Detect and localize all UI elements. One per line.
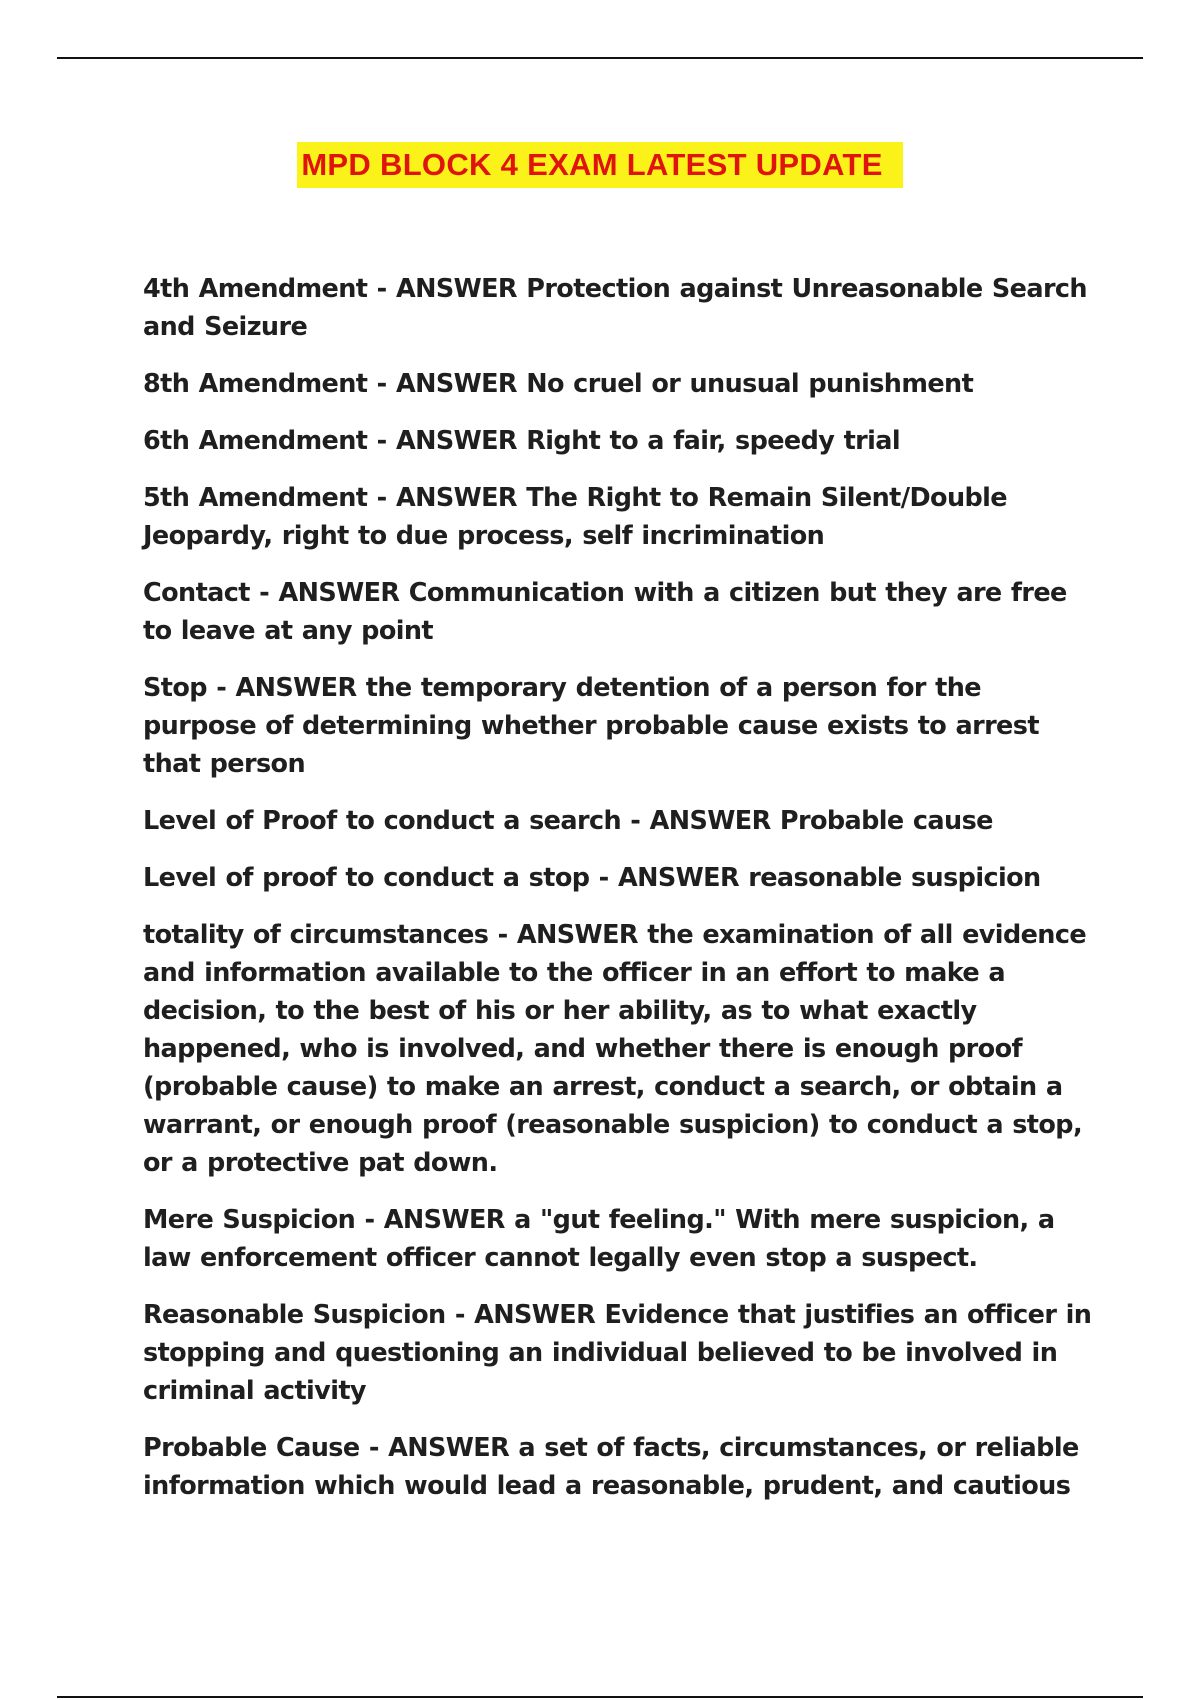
qa-answer: ANSWER the temporary detention of a person for the purpose of determining whether probable cause exists to arrest that person	[143, 673, 1039, 779]
qa-separator: -	[206, 673, 236, 703]
qa-item	[143, 802, 1103, 840]
qa-answer: ANSWER Evidence that justifies an officer in stopping and questioning an individual believed to be involved in criminal activity	[143, 1300, 1092, 1406]
qa-item	[143, 669, 1103, 783]
qa-answer: ANSWER Probable cause	[649, 806, 993, 836]
qa-answer: ANSWER Protection against Unreasonable Search and Seizure	[143, 274, 1087, 342]
qa-answer: ANSWER The Right to Remain Silent/Double Jeopardy, right to due process, self incrimination	[143, 483, 1008, 551]
page-bottom-rule	[57, 1696, 1143, 1698]
qa-answer: ANSWER a "gut feeling." With mere suspicion, a law enforcement officer cannot legally even stop a suspect.	[143, 1205, 1055, 1273]
qa-item	[143, 365, 1103, 403]
qa-answer: ANSWER a set of facts, circumstances, or reliable information which would lead a reasonable, prudent, and cautious	[143, 1433, 1079, 1501]
qa-term: totality of circumstances	[143, 920, 489, 950]
qa-separator: -	[367, 369, 396, 399]
qa-term: Stop	[143, 673, 207, 703]
document-title: MPD BLOCK 4 EXAM LATEST UPDATE	[297, 142, 902, 188]
qa-answer: ANSWER reasonable suspicion	[617, 863, 1041, 893]
qa-item	[143, 1429, 1103, 1505]
qa-separator: -	[367, 274, 396, 304]
qa-separator: -	[249, 578, 279, 608]
qa-answer: ANSWER No cruel or unusual punishment	[395, 369, 974, 399]
qa-separator: -	[445, 1300, 475, 1330]
qa-term: Contact	[143, 578, 250, 608]
qa-term: Probable Cause	[143, 1433, 360, 1463]
qa-item	[143, 916, 1103, 1182]
qa-term: 6th Amendment	[143, 426, 368, 456]
qa-separator: -	[367, 426, 396, 456]
qa-term: 8th Amendment	[143, 369, 368, 399]
title-container	[0, 142, 1200, 188]
qa-term: 5th Amendment	[143, 483, 368, 513]
qa-term: Level of Proof to conduct a search	[143, 806, 622, 836]
qa-list	[143, 270, 1103, 1524]
qa-item	[143, 1296, 1103, 1410]
qa-term: Mere Suspicion	[143, 1205, 356, 1235]
qa-separator: -	[359, 1433, 389, 1463]
qa-answer: ANSWER Communication with a citizen but they are free to leave at any point	[143, 578, 1067, 646]
qa-item	[143, 270, 1103, 346]
qa-separator: -	[367, 483, 396, 513]
page-top-rule	[57, 57, 1143, 59]
qa-item	[143, 1201, 1103, 1277]
qa-item	[143, 479, 1103, 555]
qa-item	[143, 422, 1103, 460]
qa-item	[143, 859, 1103, 897]
qa-separator: -	[488, 920, 517, 950]
qa-item	[143, 574, 1103, 650]
qa-separator: -	[621, 806, 650, 836]
qa-term: 4th Amendment	[143, 274, 368, 304]
qa-separator: -	[589, 863, 618, 893]
qa-separator: -	[355, 1205, 384, 1235]
qa-term: Level of proof to conduct a stop	[143, 863, 590, 893]
qa-answer: ANSWER the examination of all evidence and information available to the officer in an effort to make a decision, to the best of his or her ability, as to what exactly happened, who is involved, and whether there is enough proof (probable cause) to make an arrest, conduct a search, or obtain a warrant, or enough proof (reasonable suspicion) to conduct a stop, or a protective pat down.	[143, 920, 1087, 1178]
qa-term: Reasonable Suspicion	[143, 1300, 446, 1330]
qa-answer: ANSWER Right to a fair, speedy trial	[395, 426, 901, 456]
